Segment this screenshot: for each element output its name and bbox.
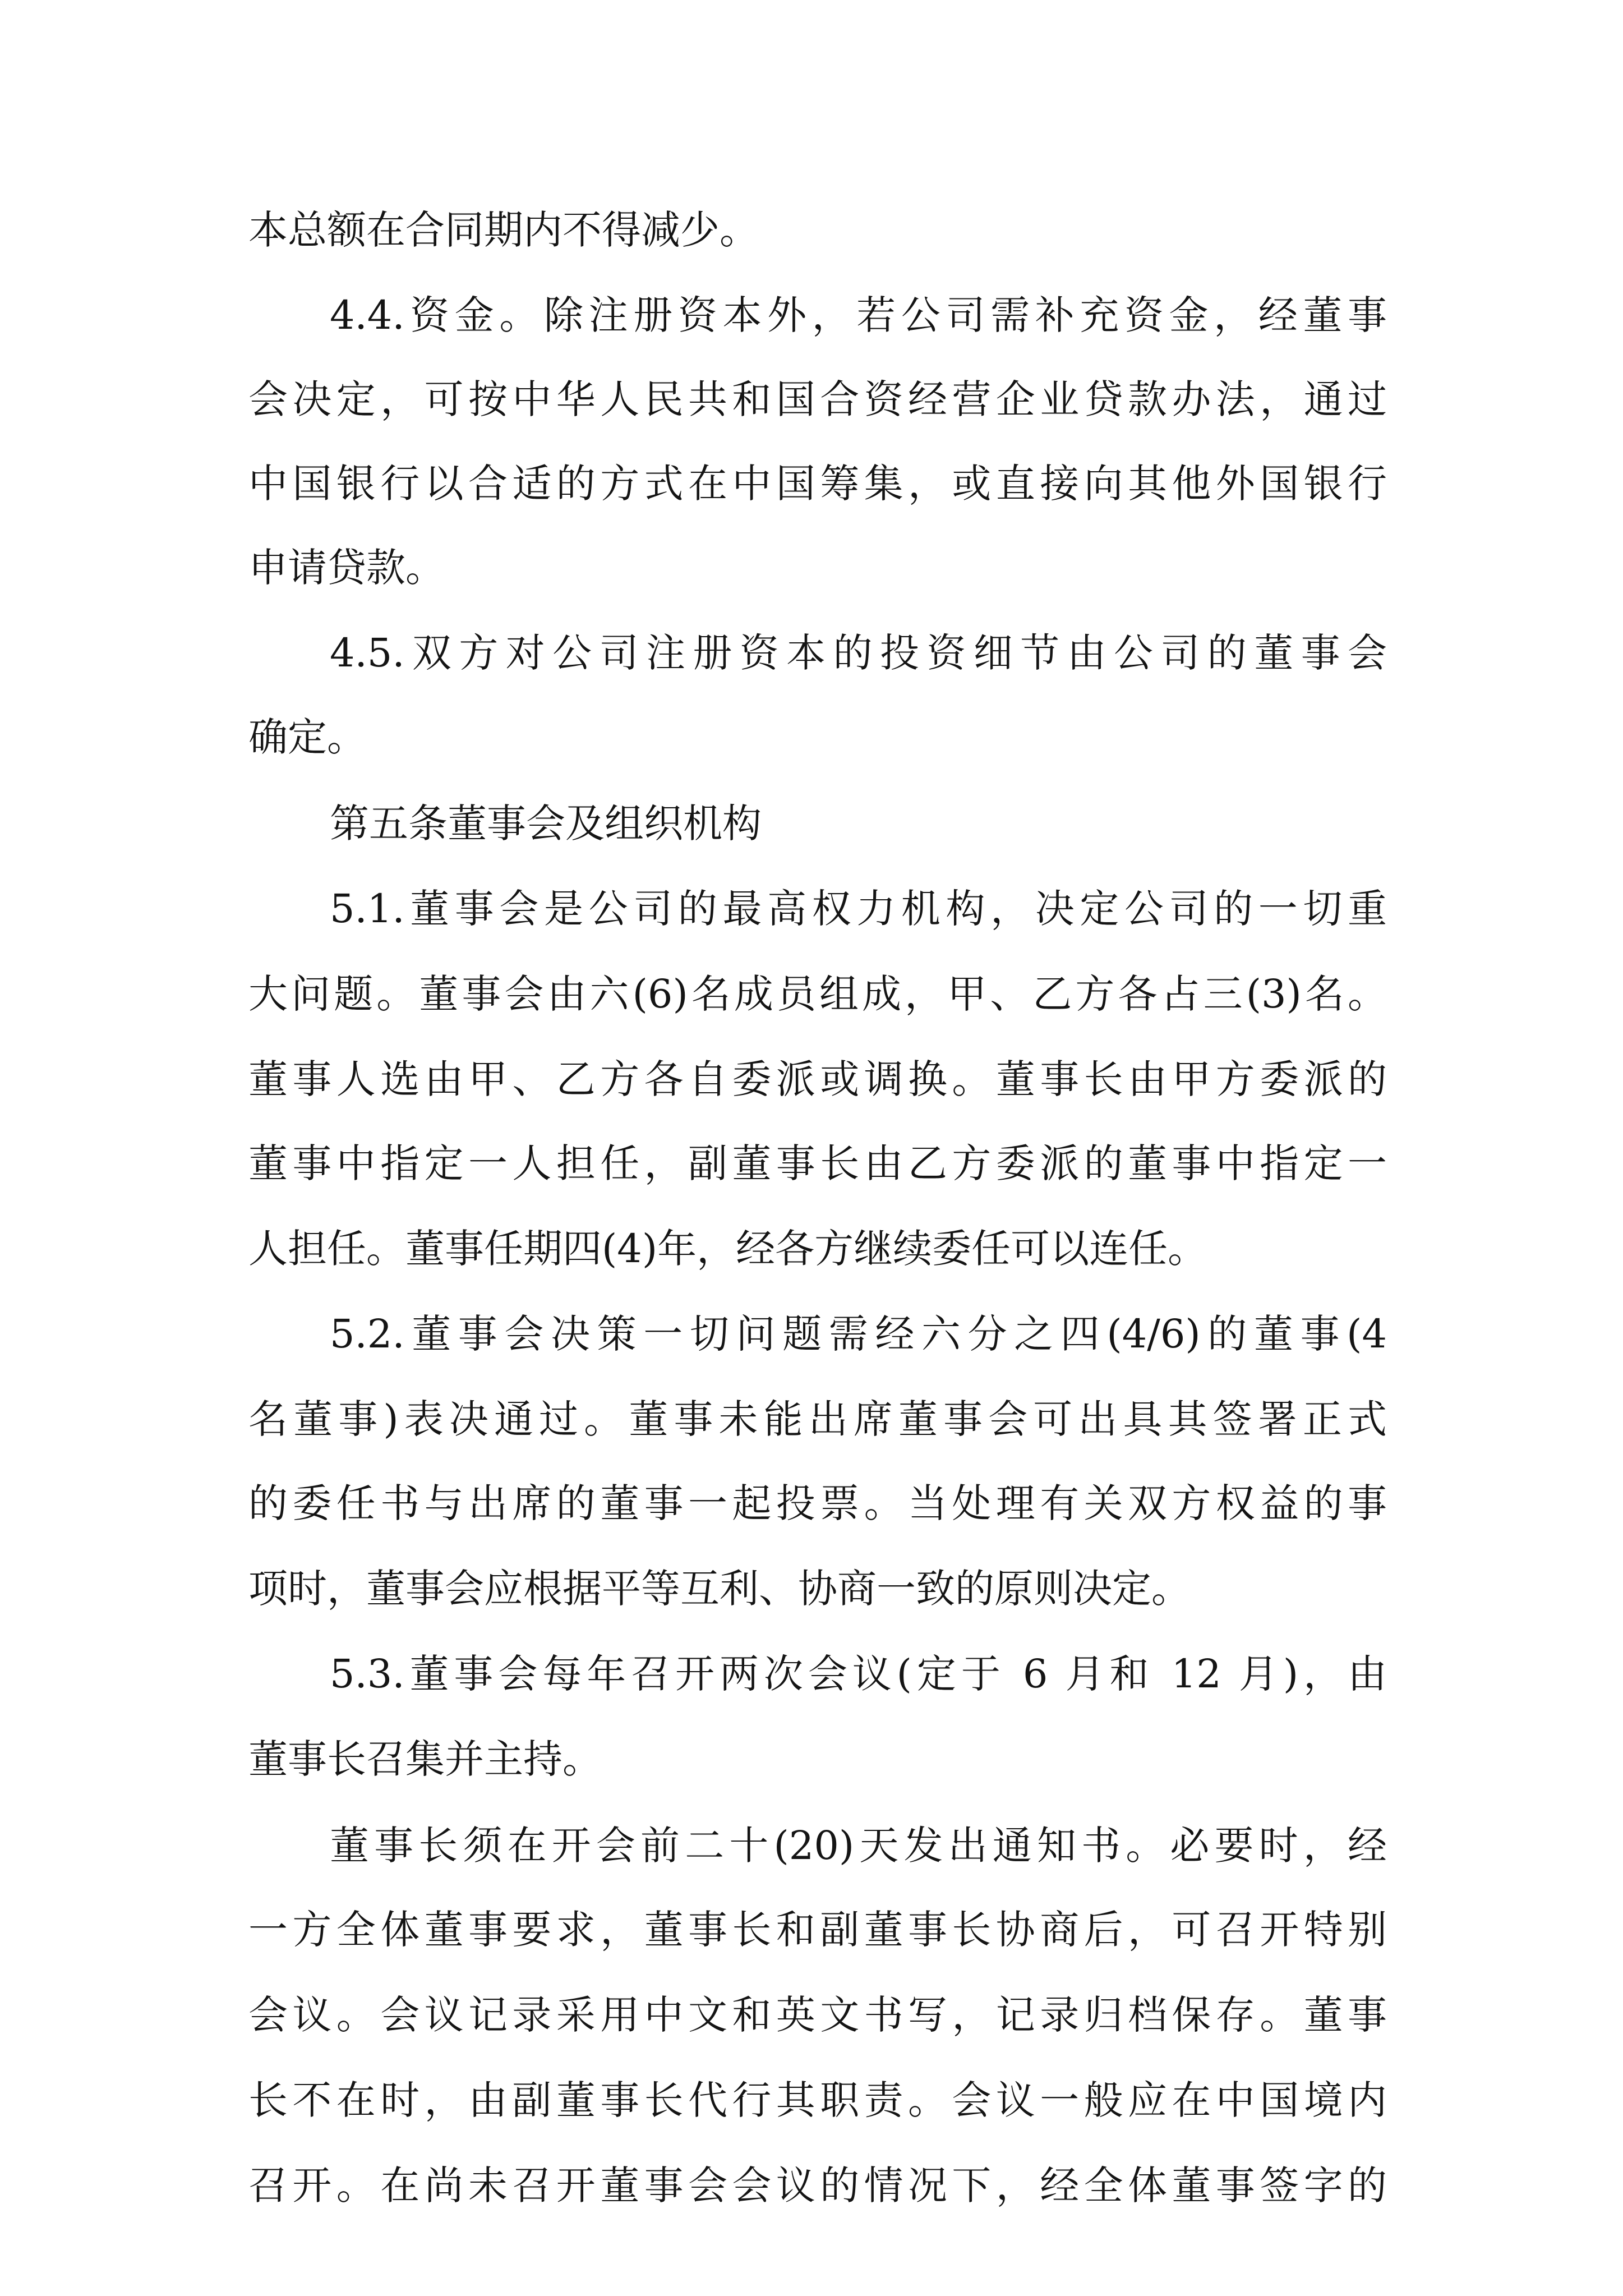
text-line: 中国银行以合适的方式在中国筹集，或直接向其他外国银行: [248, 461, 1387, 507]
text-line: 4.5.双方对公司注册资本的投资细节由公司的董事会: [330, 630, 1387, 676]
text-line: 召开。在尚未召开董事会会议的情况下，经全体董事签字的: [248, 2162, 1387, 2208]
text-line: 确定。: [248, 714, 366, 760]
text-line: 会决定，可按中华人民共和国合资经营企业贷款办法，通过: [248, 376, 1387, 422]
text-line: 大问题。董事会由六(6)名成员组成，甲、乙方各占三(3)名。: [248, 971, 1387, 1017]
text-line: 董事中指定一人担任，副董事长由乙方委派的董事中指定一: [248, 1140, 1387, 1186]
text-line: 董事长须在开会前二十(20)天发出通知书。必要时，经: [330, 1823, 1387, 1869]
text-line: 董事长召集并主持。: [248, 1736, 602, 1782]
text-line: 长不在时，由副董事长代行其职责。会议一般应在中国境内: [248, 2077, 1387, 2123]
section-heading: 第五条董事会及组织机构: [330, 800, 762, 846]
text-line: 5.1.董事会是公司的最高权力机构，决定公司的一切重: [330, 886, 1387, 932]
text-line: 项时，董事会应根据平等互利、协商一致的原则决定。: [248, 1566, 1191, 1612]
text-line: 董事人选由甲、乙方各自委派或调换。董事长由甲方委派的: [248, 1056, 1387, 1102]
text-line: 名董事)表决通过。董事未能出席董事会可出具其签署正式: [248, 1396, 1387, 1442]
text-line: 人担任。董事任期四(4)年，经各方继续委任可以连任。: [248, 1226, 1207, 1272]
text-line: 会议。会议记录采用中文和英文书写，记录归档保存。董事: [248, 1992, 1387, 2038]
text-line: 申请贷款。: [248, 545, 445, 591]
text-line: 4.4.资金。除注册资本外，若公司需补充资金，经董事: [330, 292, 1387, 338]
text-line: 本总额在合同期内不得减少。: [248, 207, 759, 253]
text-line: 一方全体董事要求，董事长和副董事长协商后，可召开特别: [248, 1907, 1387, 1953]
text-line: 5.3.董事会每年召开两次会议(定于 6 月和 12 月)，由: [330, 1651, 1387, 1697]
text-line: 5.2.董事会决策一切问题需经六分之四(4/6)的董事(4: [330, 1311, 1387, 1357]
text-line: 的委任书与出席的董事一起投票。当处理有关双方权益的事: [248, 1480, 1387, 1526]
